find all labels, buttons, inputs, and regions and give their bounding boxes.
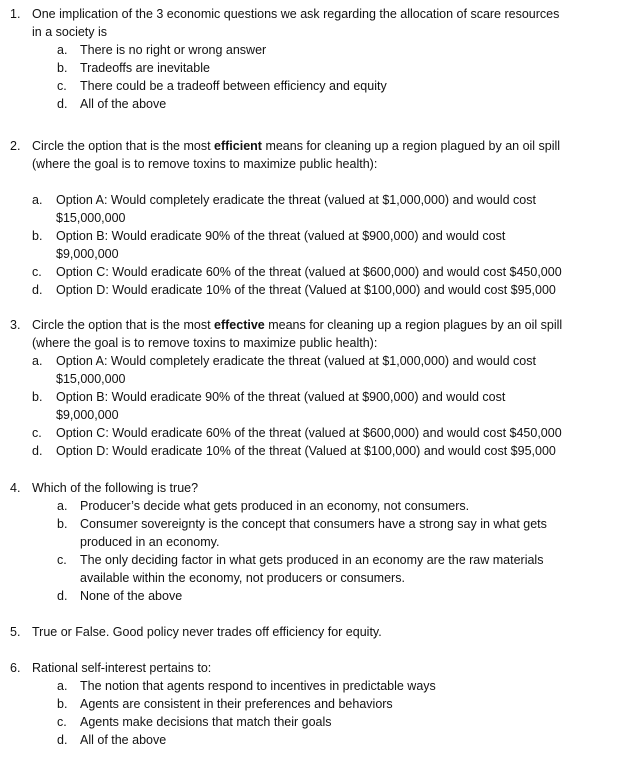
q6-option-c: Agents make decisions that match their goals xyxy=(80,715,332,729)
q2-option-d: Option D: Would eradicate 10% of the threat (Valued at $100,000) and would cost $95,000 xyxy=(56,283,556,297)
q4-stem: Which of the following is true? xyxy=(32,481,199,495)
q3-stem-line2: (where the goal is to remove toxins to maximize public health): xyxy=(32,336,378,350)
q6-option-c-letter: c. xyxy=(57,715,67,729)
q4-option-a-letter: a. xyxy=(57,499,68,513)
q1-number: 1. xyxy=(10,7,21,21)
q6-option-a: The notion that agents respond to incentives in predictable ways xyxy=(80,679,436,693)
q4-option-b-line1: Consumer sovereignty is the concept that consumers have a strong say in what gets xyxy=(80,517,547,531)
q6-option-b: Agents are consistent in their preferences and behaviors xyxy=(80,697,393,711)
q6-option-d-letter: d. xyxy=(57,733,68,747)
q5-stem: True or False. Good policy never trades off efficiency for equity. xyxy=(32,625,382,639)
q3-option-b-letter: b. xyxy=(32,390,43,404)
q2-stem-bold: efficient xyxy=(214,139,262,153)
q4-option-b-letter: b. xyxy=(57,517,68,531)
q1-option-c: There could be a tradeoff between efficiency and equity xyxy=(80,79,387,93)
q6-option-d: All of the above xyxy=(80,733,167,747)
q2-stem-line1: Circle the option that is the most efficient means for cleaning up a region plagued by an oil spill xyxy=(32,139,561,153)
q3-option-a-line1: Option A: Would completely eradicate the threat (valued at $1,000,000) and would cost xyxy=(56,354,536,368)
q2-stem-line2: (where the goal is to remove toxins to maximize public health): xyxy=(32,157,378,171)
q1-option-b-letter: b. xyxy=(57,61,68,75)
q2-option-c: Option C: Would eradicate 60% of the threat (valued at $600,000) and would cost $450,000 xyxy=(56,265,562,279)
q3-option-a-line2: $15,000,000 xyxy=(56,372,126,386)
q4-option-b-line2: produced in an economy. xyxy=(80,535,220,549)
q3-option-a-letter: a. xyxy=(32,354,43,368)
q2-option-c-letter: c. xyxy=(32,265,42,279)
q1-option-b: Tradeoffs are inevitable xyxy=(80,61,210,75)
q2-option-a-line2: $15,000,000 xyxy=(56,211,126,225)
q2-option-d-letter: d. xyxy=(32,283,43,297)
q3-option-c: Option C: Would eradicate 60% of the threat (valued at $600,000) and would cost $450,000 xyxy=(56,426,562,440)
q4-option-c-letter: c. xyxy=(57,553,67,567)
q6-option-a-letter: a. xyxy=(57,679,68,693)
q3-number: 3. xyxy=(10,318,21,332)
q6-option-b-letter: b. xyxy=(57,697,68,711)
q3-stem-bold: effective xyxy=(214,318,265,332)
q4-option-c-line1: The only deciding factor in what gets produced in an economy are the raw materials xyxy=(80,553,544,567)
q4-option-c-line2: available within the economy, not producers or consumers. xyxy=(80,571,405,585)
q6-stem: Rational self-interest pertains to: xyxy=(32,661,212,675)
q4-option-d-letter: d. xyxy=(57,589,68,603)
q1-option-d-letter: d. xyxy=(57,97,68,111)
q1-option-d: All of the above xyxy=(80,97,167,111)
q3-option-b-line1: Option B: Would eradicate 90% of the threat (valued at $900,000) and would cost xyxy=(56,390,506,404)
q4-number: 4. xyxy=(10,481,21,495)
q4-option-d: None of the above xyxy=(80,589,183,603)
q3-stem-line1: Circle the option that is the most effective means for cleaning up a region plagues by an oil spill xyxy=(32,318,563,332)
q2-option-b-line1: Option B: Would eradicate 90% of the threat (valued at $900,000) and would cost xyxy=(56,229,506,243)
q3-option-d-letter: d. xyxy=(32,444,43,458)
q3-option-b-line2: $9,000,000 xyxy=(56,408,119,422)
q1-option-c-letter: c. xyxy=(57,79,67,93)
q5-number: 5. xyxy=(10,625,21,639)
q3-option-c-letter: c. xyxy=(32,426,42,440)
q2-number: 2. xyxy=(10,139,21,153)
q6-number: 6. xyxy=(10,661,21,675)
q1-option-a-letter: a. xyxy=(57,43,68,57)
q2-option-b-letter: b. xyxy=(32,229,43,243)
q3-option-d: Option D: Would eradicate 10% of the threat (Valued at $100,000) and would cost $95,000 xyxy=(56,444,556,458)
q1-option-a: There is no right or wrong answer xyxy=(80,43,267,57)
q1-stem-line2: in a society is xyxy=(32,25,108,39)
q2-option-a-letter: a. xyxy=(32,193,43,207)
q2-option-b-line2: $9,000,000 xyxy=(56,247,119,261)
q1-stem-line1: One implication of the 3 economic questions we ask regarding the allocation of scare resources xyxy=(32,7,560,21)
q4-option-a: Producer’s decide what gets produced in an economy, not consumers. xyxy=(80,499,470,513)
q2-option-a-line1: Option A: Would completely eradicate the threat (valued at $1,000,000) and would cost xyxy=(56,193,536,207)
